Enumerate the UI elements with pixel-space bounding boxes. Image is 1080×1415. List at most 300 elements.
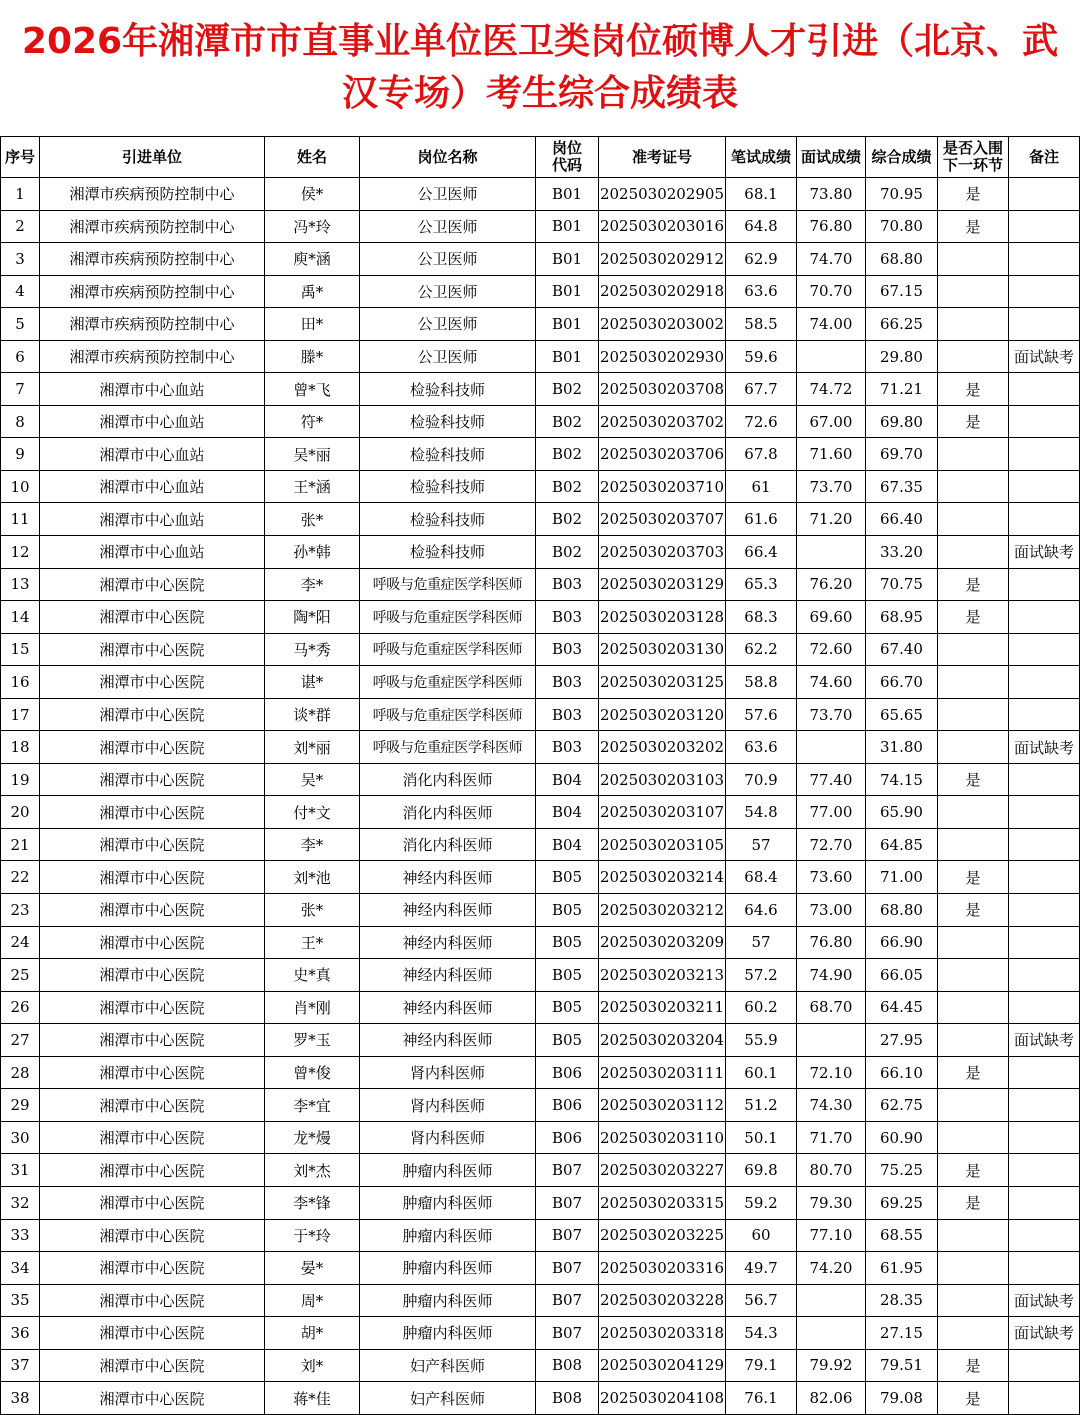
total-score-cell: 71.21 bbox=[866, 373, 938, 406]
post-cell: 妇产科医师 bbox=[360, 1349, 536, 1382]
remark-cell bbox=[1009, 470, 1080, 503]
table-row bbox=[1, 894, 1080, 927]
total-score-cell: 67.35 bbox=[866, 470, 938, 503]
post-cell: 消化内科医师 bbox=[360, 796, 536, 829]
unit-cell: 湘潭市中心医院 bbox=[40, 861, 265, 894]
seq-cell: 33 bbox=[1, 1219, 40, 1252]
written-score-cell: 58.5 bbox=[726, 308, 797, 341]
exam-id-cell: 2025030203225 bbox=[599, 1219, 726, 1252]
post-cell: 公卫医师 bbox=[360, 243, 536, 276]
post-code-cell: B05 bbox=[536, 926, 599, 959]
total-score-cell: 31.80 bbox=[866, 731, 938, 764]
post-cell: 呼吸与危重症医学科医师 bbox=[360, 633, 536, 666]
remark-cell bbox=[1009, 828, 1080, 861]
exam-id-cell: 2025030203128 bbox=[599, 601, 726, 634]
remark-cell bbox=[1009, 1121, 1080, 1154]
table-row bbox=[1, 1186, 1080, 1219]
title-line-2: 汉专场）考生综合成绩表 bbox=[341, 73, 738, 114]
seq-cell: 22 bbox=[1, 861, 40, 894]
unit-cell: 湘潭市疾病预防控制中心 bbox=[40, 210, 265, 243]
shortlisted-cell bbox=[938, 731, 1009, 764]
post-cell: 妇产科医师 bbox=[360, 1382, 536, 1415]
unit-cell: 湘潭市中心医院 bbox=[40, 633, 265, 666]
exam-id-cell: 2025030203212 bbox=[599, 894, 726, 927]
shortlisted-cell: 是 bbox=[938, 405, 1009, 438]
post-cell: 公卫医师 bbox=[360, 275, 536, 308]
name-cell: 庾*涵 bbox=[265, 243, 360, 276]
unit-cell: 湘潭市中心医院 bbox=[40, 601, 265, 634]
table-row bbox=[1, 991, 1080, 1024]
post-code-cell: B08 bbox=[536, 1382, 599, 1415]
table-row bbox=[1, 470, 1080, 503]
interview-score-cell: 67.00 bbox=[797, 405, 866, 438]
table-row bbox=[1, 763, 1080, 796]
name-cell: 孙*韩 bbox=[265, 536, 360, 569]
unit-cell: 湘潭市中心血站 bbox=[40, 405, 265, 438]
written-score-cell: 64.6 bbox=[726, 894, 797, 927]
shortlisted-cell bbox=[938, 243, 1009, 276]
table-row bbox=[1, 1024, 1080, 1057]
table-row bbox=[1, 1317, 1080, 1350]
post-code-cell: B02 bbox=[536, 470, 599, 503]
unit-cell: 湘潭市中心医院 bbox=[40, 1252, 265, 1285]
written-score-cell: 60 bbox=[726, 1219, 797, 1252]
exam-id-cell: 2025030203227 bbox=[599, 1154, 726, 1187]
written-score-cell: 72.6 bbox=[726, 405, 797, 438]
shortlisted-cell bbox=[938, 828, 1009, 861]
written-score-cell: 76.1 bbox=[726, 1382, 797, 1415]
name-cell: 李* bbox=[265, 568, 360, 601]
post-cell: 神经内科医师 bbox=[360, 926, 536, 959]
table-row bbox=[1, 1252, 1080, 1285]
name-cell: 刘*丽 bbox=[265, 731, 360, 764]
name-cell: 田* bbox=[265, 308, 360, 341]
unit-cell: 湘潭市疾病预防控制中心 bbox=[40, 340, 265, 373]
table-row bbox=[1, 601, 1080, 634]
header-post-code: 岗位 代码 bbox=[536, 137, 599, 178]
table-row bbox=[1, 861, 1080, 894]
unit-cell: 湘潭市中心医院 bbox=[40, 1024, 265, 1057]
post-code-cell: B07 bbox=[536, 1284, 599, 1317]
exam-id-cell: 2025030203112 bbox=[599, 1089, 726, 1122]
unit-cell: 湘潭市疾病预防控制中心 bbox=[40, 178, 265, 211]
interview-score-cell: 77.40 bbox=[797, 763, 866, 796]
seq-cell: 26 bbox=[1, 991, 40, 1024]
post-code-cell: B01 bbox=[536, 178, 599, 211]
post-code-cell: B07 bbox=[536, 1154, 599, 1187]
total-score-cell: 68.55 bbox=[866, 1219, 938, 1252]
post-cell: 消化内科医师 bbox=[360, 763, 536, 796]
remark-cell bbox=[1009, 373, 1080, 406]
written-score-cell: 59.2 bbox=[726, 1186, 797, 1219]
interview-score-cell bbox=[797, 1317, 866, 1350]
total-score-cell: 66.70 bbox=[866, 666, 938, 699]
seq-cell: 10 bbox=[1, 470, 40, 503]
unit-cell: 湘潭市中心血站 bbox=[40, 438, 265, 471]
remark-cell bbox=[1009, 1382, 1080, 1415]
exam-id-cell: 2025030203209 bbox=[599, 926, 726, 959]
exam-id-cell: 2025030203204 bbox=[599, 1024, 726, 1057]
name-cell: 李*宜 bbox=[265, 1089, 360, 1122]
shortlisted-cell: 是 bbox=[938, 1349, 1009, 1382]
written-score-cell: 62.2 bbox=[726, 633, 797, 666]
table-row bbox=[1, 731, 1080, 764]
table-row bbox=[1, 1284, 1080, 1317]
table-row bbox=[1, 1121, 1080, 1154]
name-cell: 刘* bbox=[265, 1349, 360, 1382]
name-cell: 晏* bbox=[265, 1252, 360, 1285]
post-code-cell: B01 bbox=[536, 243, 599, 276]
header-name: 姓名 bbox=[265, 137, 360, 178]
interview-score-cell: 73.70 bbox=[797, 698, 866, 731]
shortlisted-cell bbox=[938, 1024, 1009, 1057]
written-score-cell: 68.4 bbox=[726, 861, 797, 894]
total-score-cell: 69.80 bbox=[866, 405, 938, 438]
name-cell: 吴* bbox=[265, 763, 360, 796]
exam-id-cell: 2025030203120 bbox=[599, 698, 726, 731]
remark-cell: 面试缺考 bbox=[1009, 1024, 1080, 1057]
post-cell: 消化内科医师 bbox=[360, 828, 536, 861]
unit-cell: 湘潭市中心医院 bbox=[40, 796, 265, 829]
table-row bbox=[1, 698, 1080, 731]
interview-score-cell: 72.60 bbox=[797, 633, 866, 666]
shortlisted-cell bbox=[938, 340, 1009, 373]
exam-id-cell: 2025030203318 bbox=[599, 1317, 726, 1350]
table-row bbox=[1, 959, 1080, 992]
unit-cell: 湘潭市疾病预防控制中心 bbox=[40, 243, 265, 276]
seq-cell: 34 bbox=[1, 1252, 40, 1285]
post-cell: 呼吸与危重症医学科医师 bbox=[360, 666, 536, 699]
table-row bbox=[1, 308, 1080, 341]
shortlisted-cell bbox=[938, 275, 1009, 308]
name-cell: 禹* bbox=[265, 275, 360, 308]
unit-cell: 湘潭市中心医院 bbox=[40, 991, 265, 1024]
header-post: 岗位名称 bbox=[360, 137, 536, 178]
post-code-cell: B05 bbox=[536, 959, 599, 992]
unit-cell: 湘潭市中心血站 bbox=[40, 373, 265, 406]
written-score-cell: 63.6 bbox=[726, 731, 797, 764]
shortlisted-cell: 是 bbox=[938, 1056, 1009, 1089]
total-score-cell: 62.75 bbox=[866, 1089, 938, 1122]
exam-id-cell: 2025030203706 bbox=[599, 438, 726, 471]
shortlisted-cell bbox=[938, 1219, 1009, 1252]
interview-score-cell bbox=[797, 340, 866, 373]
post-cell: 公卫医师 bbox=[360, 210, 536, 243]
written-score-cell: 69.8 bbox=[726, 1154, 797, 1187]
shortlisted-cell: 是 bbox=[938, 210, 1009, 243]
seq-cell: 19 bbox=[1, 763, 40, 796]
unit-cell: 湘潭市中心血站 bbox=[40, 470, 265, 503]
total-score-cell: 65.90 bbox=[866, 796, 938, 829]
exam-id-cell: 2025030203105 bbox=[599, 828, 726, 861]
seq-cell: 35 bbox=[1, 1284, 40, 1317]
post-cell: 肿瘤内科医师 bbox=[360, 1186, 536, 1219]
written-score-cell: 61.6 bbox=[726, 503, 797, 536]
header-shortlisted: 是否入围 下一环节 bbox=[938, 137, 1009, 178]
table-row bbox=[1, 438, 1080, 471]
exam-id-cell: 2025030203214 bbox=[599, 861, 726, 894]
title-line-1: 2026年湘潭市市直事业单位医卫类岗位硕博人才引进（北京、武 bbox=[21, 21, 1059, 62]
post-code-cell: B03 bbox=[536, 601, 599, 634]
unit-cell: 湘潭市中心医院 bbox=[40, 568, 265, 601]
table-row bbox=[1, 536, 1080, 569]
post-code-cell: B07 bbox=[536, 1252, 599, 1285]
seq-cell: 17 bbox=[1, 698, 40, 731]
exam-id-cell: 2025030203315 bbox=[599, 1186, 726, 1219]
interview-score-cell: 77.10 bbox=[797, 1219, 866, 1252]
exam-id-cell: 2025030203707 bbox=[599, 503, 726, 536]
interview-score-cell: 74.90 bbox=[797, 959, 866, 992]
header-interview-score: 面试成绩 bbox=[797, 137, 866, 178]
remark-cell bbox=[1009, 405, 1080, 438]
total-score-cell: 68.80 bbox=[866, 894, 938, 927]
seq-cell: 23 bbox=[1, 894, 40, 927]
interview-score-cell: 72.10 bbox=[797, 1056, 866, 1089]
seq-cell: 30 bbox=[1, 1121, 40, 1154]
unit-cell: 湘潭市中心医院 bbox=[40, 828, 265, 861]
post-cell: 检验科技师 bbox=[360, 470, 536, 503]
table-row bbox=[1, 666, 1080, 699]
table-row bbox=[1, 828, 1080, 861]
exam-id-cell: 2025030202912 bbox=[599, 243, 726, 276]
table-row bbox=[1, 275, 1080, 308]
shortlisted-cell bbox=[938, 991, 1009, 1024]
name-cell: 刘*杰 bbox=[265, 1154, 360, 1187]
post-cell: 肾内科医师 bbox=[360, 1056, 536, 1089]
interview-score-cell: 74.72 bbox=[797, 373, 866, 406]
interview-score-cell: 79.92 bbox=[797, 1349, 866, 1382]
unit-cell: 湘潭市中心医院 bbox=[40, 959, 265, 992]
post-cell: 呼吸与危重症医学科医师 bbox=[360, 698, 536, 731]
post-cell: 肿瘤内科医师 bbox=[360, 1284, 536, 1317]
written-score-cell: 66.4 bbox=[726, 536, 797, 569]
total-score-cell: 74.15 bbox=[866, 763, 938, 796]
seq-cell: 25 bbox=[1, 959, 40, 992]
name-cell: 李* bbox=[265, 828, 360, 861]
seq-cell: 3 bbox=[1, 243, 40, 276]
name-cell: 马*秀 bbox=[265, 633, 360, 666]
post-cell: 神经内科医师 bbox=[360, 959, 536, 992]
post-code-cell: B01 bbox=[536, 308, 599, 341]
seq-cell: 21 bbox=[1, 828, 40, 861]
written-score-cell: 68.1 bbox=[726, 178, 797, 211]
post-code-cell: B06 bbox=[536, 1056, 599, 1089]
seq-cell: 29 bbox=[1, 1089, 40, 1122]
seq-cell: 15 bbox=[1, 633, 40, 666]
post-cell: 肿瘤内科医师 bbox=[360, 1154, 536, 1187]
post-code-cell: B07 bbox=[536, 1219, 599, 1252]
post-cell: 检验科技师 bbox=[360, 405, 536, 438]
written-score-cell: 49.7 bbox=[726, 1252, 797, 1285]
post-cell: 肿瘤内科医师 bbox=[360, 1252, 536, 1285]
post-code-cell: B06 bbox=[536, 1089, 599, 1122]
remark-cell bbox=[1009, 1154, 1080, 1187]
shortlisted-cell: 是 bbox=[938, 763, 1009, 796]
header-written-score: 笔试成绩 bbox=[726, 137, 797, 178]
seq-cell: 28 bbox=[1, 1056, 40, 1089]
post-code-cell: B07 bbox=[536, 1186, 599, 1219]
remark-cell bbox=[1009, 1186, 1080, 1219]
remark-cell bbox=[1009, 503, 1080, 536]
total-score-cell: 70.75 bbox=[866, 568, 938, 601]
exam-id-cell: 2025030203002 bbox=[599, 308, 726, 341]
name-cell: 刘*池 bbox=[265, 861, 360, 894]
post-code-cell: B06 bbox=[536, 1121, 599, 1154]
shortlisted-cell: 是 bbox=[938, 1186, 1009, 1219]
remark-cell: 面试缺考 bbox=[1009, 340, 1080, 373]
total-score-cell: 68.95 bbox=[866, 601, 938, 634]
remark-cell bbox=[1009, 243, 1080, 276]
post-code-cell: B02 bbox=[536, 536, 599, 569]
remark-cell bbox=[1009, 601, 1080, 634]
post-code-cell: B04 bbox=[536, 763, 599, 796]
unit-cell: 湘潭市中心医院 bbox=[40, 1317, 265, 1350]
total-score-cell: 69.70 bbox=[866, 438, 938, 471]
interview-score-cell: 77.00 bbox=[797, 796, 866, 829]
total-score-cell: 70.95 bbox=[866, 178, 938, 211]
shortlisted-cell bbox=[938, 633, 1009, 666]
written-score-cell: 59.6 bbox=[726, 340, 797, 373]
shortlisted-cell: 是 bbox=[938, 568, 1009, 601]
seq-cell: 12 bbox=[1, 536, 40, 569]
interview-score-cell bbox=[797, 536, 866, 569]
name-cell: 于*玲 bbox=[265, 1219, 360, 1252]
unit-cell: 湘潭市疾病预防控制中心 bbox=[40, 275, 265, 308]
remark-cell bbox=[1009, 438, 1080, 471]
remark-cell bbox=[1009, 1219, 1080, 1252]
post-code-cell: B07 bbox=[536, 1317, 599, 1350]
table-row bbox=[1, 1349, 1080, 1382]
written-score-cell: 62.9 bbox=[726, 243, 797, 276]
remark-cell bbox=[1009, 926, 1080, 959]
interview-score-cell: 79.30 bbox=[797, 1186, 866, 1219]
total-score-cell: 66.40 bbox=[866, 503, 938, 536]
remark-cell bbox=[1009, 991, 1080, 1024]
table-row bbox=[1, 926, 1080, 959]
total-score-cell: 67.40 bbox=[866, 633, 938, 666]
interview-score-cell: 71.70 bbox=[797, 1121, 866, 1154]
seq-cell: 27 bbox=[1, 1024, 40, 1057]
unit-cell: 湘潭市中心医院 bbox=[40, 1219, 265, 1252]
post-code-cell: B03 bbox=[536, 731, 599, 764]
total-score-cell: 70.80 bbox=[866, 210, 938, 243]
table-row bbox=[1, 633, 1080, 666]
interview-score-cell bbox=[797, 1284, 866, 1317]
header-unit: 引进单位 bbox=[40, 137, 265, 178]
post-code-cell: B08 bbox=[536, 1349, 599, 1382]
written-score-cell: 56.7 bbox=[726, 1284, 797, 1317]
seq-cell: 7 bbox=[1, 373, 40, 406]
written-score-cell: 60.1 bbox=[726, 1056, 797, 1089]
written-score-cell: 54.8 bbox=[726, 796, 797, 829]
post-code-cell: B03 bbox=[536, 666, 599, 699]
score-table bbox=[0, 136, 1080, 1415]
written-score-cell: 79.1 bbox=[726, 1349, 797, 1382]
remark-cell bbox=[1009, 308, 1080, 341]
written-score-cell: 57.6 bbox=[726, 698, 797, 731]
name-cell: 肖*刚 bbox=[265, 991, 360, 1024]
shortlisted-cell: 是 bbox=[938, 1154, 1009, 1187]
exam-id-cell: 2025030203702 bbox=[599, 405, 726, 438]
shortlisted-cell bbox=[938, 1284, 1009, 1317]
total-score-cell: 79.08 bbox=[866, 1382, 938, 1415]
name-cell: 符* bbox=[265, 405, 360, 438]
exam-id-cell: 2025030202905 bbox=[599, 178, 726, 211]
name-cell: 蒋*佳 bbox=[265, 1382, 360, 1415]
remark-cell bbox=[1009, 796, 1080, 829]
seq-cell: 5 bbox=[1, 308, 40, 341]
written-score-cell: 68.3 bbox=[726, 601, 797, 634]
total-score-cell: 71.00 bbox=[866, 861, 938, 894]
post-code-cell: B01 bbox=[536, 210, 599, 243]
exam-id-cell: 2025030203016 bbox=[599, 210, 726, 243]
exam-id-cell: 2025030203703 bbox=[599, 536, 726, 569]
seq-cell: 14 bbox=[1, 601, 40, 634]
seq-cell: 9 bbox=[1, 438, 40, 471]
remark-cell bbox=[1009, 275, 1080, 308]
table-row bbox=[1, 340, 1080, 373]
exam-id-cell: 2025030203228 bbox=[599, 1284, 726, 1317]
name-cell: 王* bbox=[265, 926, 360, 959]
interview-score-cell: 70.70 bbox=[797, 275, 866, 308]
exam-id-cell: 2025030203211 bbox=[599, 991, 726, 1024]
post-code-cell: B03 bbox=[536, 698, 599, 731]
exam-id-cell: 2025030203107 bbox=[599, 796, 726, 829]
header-total-score: 综合成绩 bbox=[866, 137, 938, 178]
header-row bbox=[1, 137, 1080, 178]
post-cell: 呼吸与危重症医学科医师 bbox=[360, 568, 536, 601]
header-exam-id: 准考证号 bbox=[599, 137, 726, 178]
table-row bbox=[1, 503, 1080, 536]
table-row bbox=[1, 1089, 1080, 1122]
table-row bbox=[1, 1219, 1080, 1252]
remark-cell: 面试缺考 bbox=[1009, 1317, 1080, 1350]
seq-cell: 16 bbox=[1, 666, 40, 699]
written-score-cell: 63.6 bbox=[726, 275, 797, 308]
seq-cell: 20 bbox=[1, 796, 40, 829]
total-score-cell: 27.15 bbox=[866, 1317, 938, 1350]
seq-cell: 32 bbox=[1, 1186, 40, 1219]
shortlisted-cell bbox=[938, 1121, 1009, 1154]
seq-cell: 36 bbox=[1, 1317, 40, 1350]
unit-cell: 湘潭市中心医院 bbox=[40, 763, 265, 796]
written-score-cell: 57.2 bbox=[726, 959, 797, 992]
interview-score-cell: 76.80 bbox=[797, 210, 866, 243]
written-score-cell: 50.1 bbox=[726, 1121, 797, 1154]
name-cell: 周* bbox=[265, 1284, 360, 1317]
seq-cell: 18 bbox=[1, 731, 40, 764]
shortlisted-cell bbox=[938, 503, 1009, 536]
shortlisted-cell bbox=[938, 1317, 1009, 1350]
exam-id-cell: 2025030202918 bbox=[599, 275, 726, 308]
post-code-cell: B01 bbox=[536, 275, 599, 308]
name-cell: 曾*俊 bbox=[265, 1056, 360, 1089]
post-cell: 呼吸与危重症医学科医师 bbox=[360, 731, 536, 764]
unit-cell: 湘潭市中心医院 bbox=[40, 1056, 265, 1089]
remark-cell bbox=[1009, 894, 1080, 927]
unit-cell: 湘潭市中心医院 bbox=[40, 1349, 265, 1382]
remark-cell: 面试缺考 bbox=[1009, 536, 1080, 569]
post-cell: 肿瘤内科医师 bbox=[360, 1317, 536, 1350]
exam-id-cell: 2025030203125 bbox=[599, 666, 726, 699]
post-code-cell: B04 bbox=[536, 796, 599, 829]
post-cell: 检验科技师 bbox=[360, 438, 536, 471]
name-cell: 张* bbox=[265, 503, 360, 536]
total-score-cell: 75.25 bbox=[866, 1154, 938, 1187]
unit-cell: 湘潭市中心血站 bbox=[40, 503, 265, 536]
total-score-cell: 66.90 bbox=[866, 926, 938, 959]
post-cell: 神经内科医师 bbox=[360, 861, 536, 894]
